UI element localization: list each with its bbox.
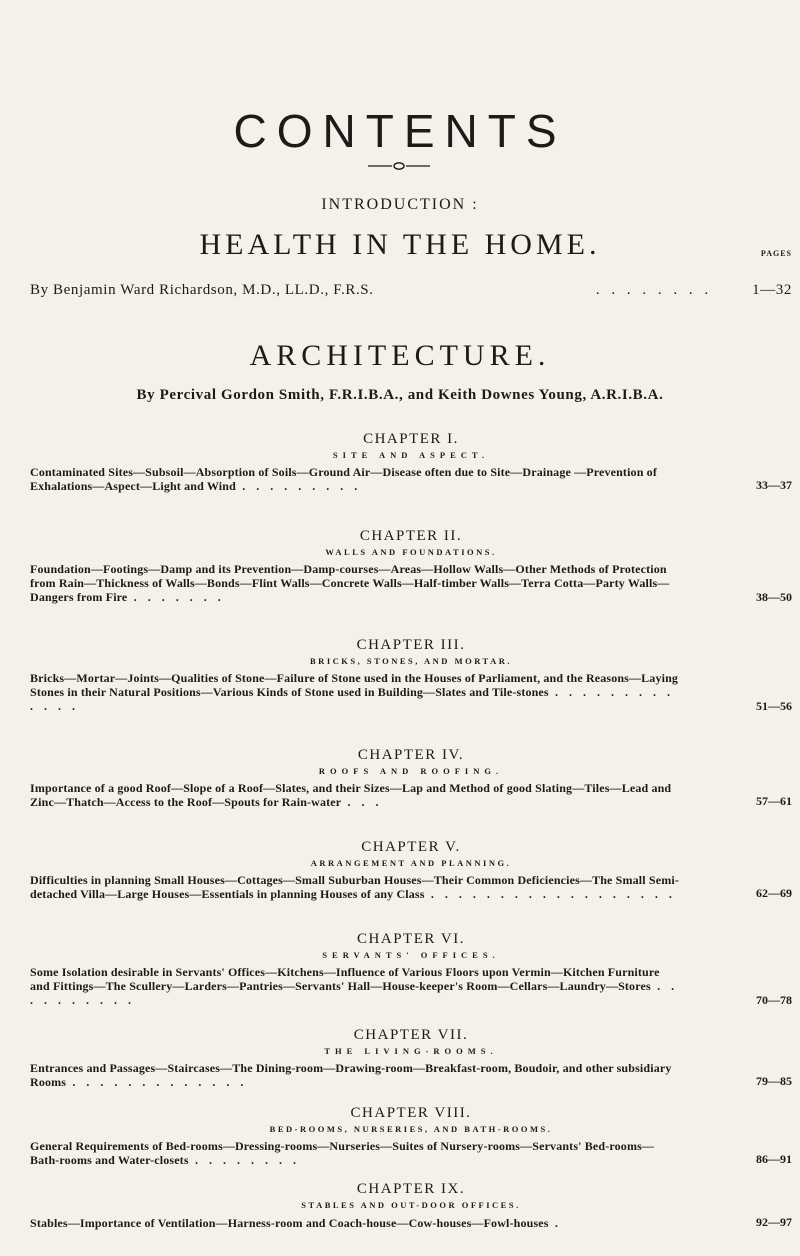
chapter-description [30, 781, 680, 809]
chapter-heading: CHAPTER IX. [356, 1181, 466, 1197]
leader-dots: . . . . . . . . . . . . . [72, 1075, 248, 1090]
chapter-subheading: STABLES AND OUT-DOOR OFFICES. [301, 1200, 521, 1210]
chapter-entry [30, 930, 792, 1008]
chapter-pages: 86—91 [756, 1152, 792, 1167]
chapter-pages: 57—61 [756, 794, 792, 809]
chapter-pages: 38—50 [756, 589, 792, 604]
leader-dots: . . . . . . . . . . . . . . . . . . [430, 887, 676, 902]
chapter-description [30, 1139, 680, 1167]
chapter-description [30, 965, 680, 1008]
leader-dots: . . . . . . . [133, 590, 225, 605]
introduction-entry [30, 282, 792, 299]
chapter-description [30, 671, 680, 714]
chapter-entry [30, 1026, 792, 1089]
chapter-entry [30, 1104, 792, 1167]
chapter-heading: CHAPTER VI. [357, 931, 465, 947]
chapter-subheading: ARRANGEMENT AND PLANNING. [310, 858, 512, 868]
chapter-description-text: Foundation—Footings—Damp and its Prevention—Damp-courses—Areas—Hollow Walls—Other Methods of Protection from Rain—Thickness of Walls—Bonds—Flint Walls—Concrete Walls—Half-timber Walls—Terra Cotta—Party Walls—Dangers from Fire [30, 562, 670, 605]
leader-dots: . . . . . . . . . [242, 479, 362, 494]
leader-dots: . . . [347, 795, 383, 810]
leader-dots: . . . . . . . . [194, 1153, 300, 1168]
chapter-subheading: ROOFS AND ROOFING. [318, 766, 504, 776]
leader-dots: . . . . . . . . . . . . . [30, 685, 675, 714]
chapter-entry [30, 636, 792, 714]
introduction-pages: 1—32 [752, 282, 792, 298]
chapter-description-text: Stables—Importance of Ventilation—Harness-room and Coach-house—Cow-houses—Fowl-houses [30, 1215, 549, 1230]
chapter-description-text: Some Isolation desirable in Servants' Offices—Kitchens—Influence of Various Floors upon Vermin—Kitchen Furniture and Fittings—The Scullery—Larders—Pantries—Servants' Hall—House-keeper's Room—Cellars—Laundry—Stores [30, 965, 660, 994]
chapter-description [30, 465, 680, 493]
chapter-entry [30, 430, 792, 493]
chapter-heading: CHAPTER VIII. [350, 1105, 472, 1121]
chapter-subheading: BED-ROOMS, NURSERIES, AND BATH-ROOMS. [269, 1124, 553, 1134]
chapter-description [30, 1216, 680, 1230]
chapter-pages: 92—97 [756, 1215, 792, 1229]
introduction-author: By Benjamin Ward Richardson, M.D., LL.D., F.R.S. [30, 282, 374, 298]
chapter-pages: 51—56 [756, 698, 792, 713]
chapter-pages: 33—37 [756, 478, 792, 493]
introduction-label: INTRODUCTION : [321, 196, 479, 213]
chapter-description-text: Entrances and Passages—Staircases—The Dining-room—Drawing-room—Breakfast-room, Boudoir, and other subsidiary Rooms [30, 1061, 672, 1090]
chapter-subheading: SERVANTS' OFFICES. [322, 950, 500, 960]
chapter-subheading: SITE AND ASPECT. [332, 450, 490, 460]
chapter-subheading: BRICKS, STONES, AND MORTAR. [310, 656, 512, 666]
chapter-pages: 62—69 [756, 886, 792, 901]
page-title: CONTENTS [233, 105, 567, 157]
chapter-heading: CHAPTER I. [363, 431, 459, 447]
chapter-heading: CHAPTER II. [359, 528, 463, 544]
chapter-entry [30, 527, 792, 605]
chapter-description-text: Bricks—Mortar—Joints—Qualities of Stone—Failure of Stone used in the Houses of Parliament, and the Reasons—Laying Stones in their Natural Positions—Various Kinds of Stone used in Building—Slates and Tile-stones [30, 671, 679, 700]
chapter-subheading: WALLS AND FOUNDATIONS. [325, 547, 497, 557]
leader-dots: . [554, 1215, 562, 1230]
chapter-pages: 70—78 [756, 992, 792, 1007]
leader-dots: . . . . . . . . [595, 282, 713, 298]
chapter-heading: CHAPTER IV. [357, 747, 465, 763]
chapter-description-text: General Requirements of Bed-rooms—Dressing-rooms—Nurseries—Suites of Nursery-rooms—Servants' Bed-rooms—Bath-rooms and Water-closets [30, 1139, 655, 1168]
chapter-pages: 79—85 [756, 1074, 792, 1089]
chapter-description [30, 873, 680, 901]
leader-dots: . . . . . . . . . . [30, 979, 679, 1008]
chapter-description-text: Difficulties in planning Small Houses—Cottages—Small Suburban Houses—Their Common Deficiencies—The Small Semi-detached Villa—Large Houses—Essentials in planning Houses of any Class [30, 873, 679, 902]
ornament-divider-icon [368, 161, 430, 171]
section-authors: By Percival Gordon Smith, F.R.I.B.A., and Keith Downes Young, A.R.I.B.A. [136, 387, 664, 403]
chapter-description [30, 562, 680, 605]
section-title: ARCHITECTURE. [249, 339, 551, 372]
introduction-title: HEALTH IN THE HOME. [199, 228, 601, 261]
chapter-entry [30, 746, 792, 809]
chapter-heading: CHAPTER III. [356, 637, 466, 653]
chapter-description-text: Contaminated Sites—Subsoil—Absorption of Soils—Ground Air—Disease often due to Site—Drainage —Prevention of Exhalations—Aspect—Light and Wind [30, 465, 657, 494]
chapter-entry [30, 838, 792, 901]
chapter-description-text: Importance of a good Roof—Slope of a Roof—Slates, and their Sizes—Lap and Method of good Slating—Tiles—Lead and Zinc—Thatch—Access to the Roof—Spouts for Rain-water [30, 781, 672, 810]
chapter-entry [30, 1180, 792, 1230]
chapter-description [30, 1061, 680, 1089]
pages-column-header: PAGES [760, 249, 792, 258]
chapter-subheading: THE LIVING-ROOMS. [324, 1046, 498, 1056]
chapter-heading: CHAPTER VII. [353, 1027, 469, 1043]
chapter-heading: CHAPTER V. [361, 839, 461, 855]
